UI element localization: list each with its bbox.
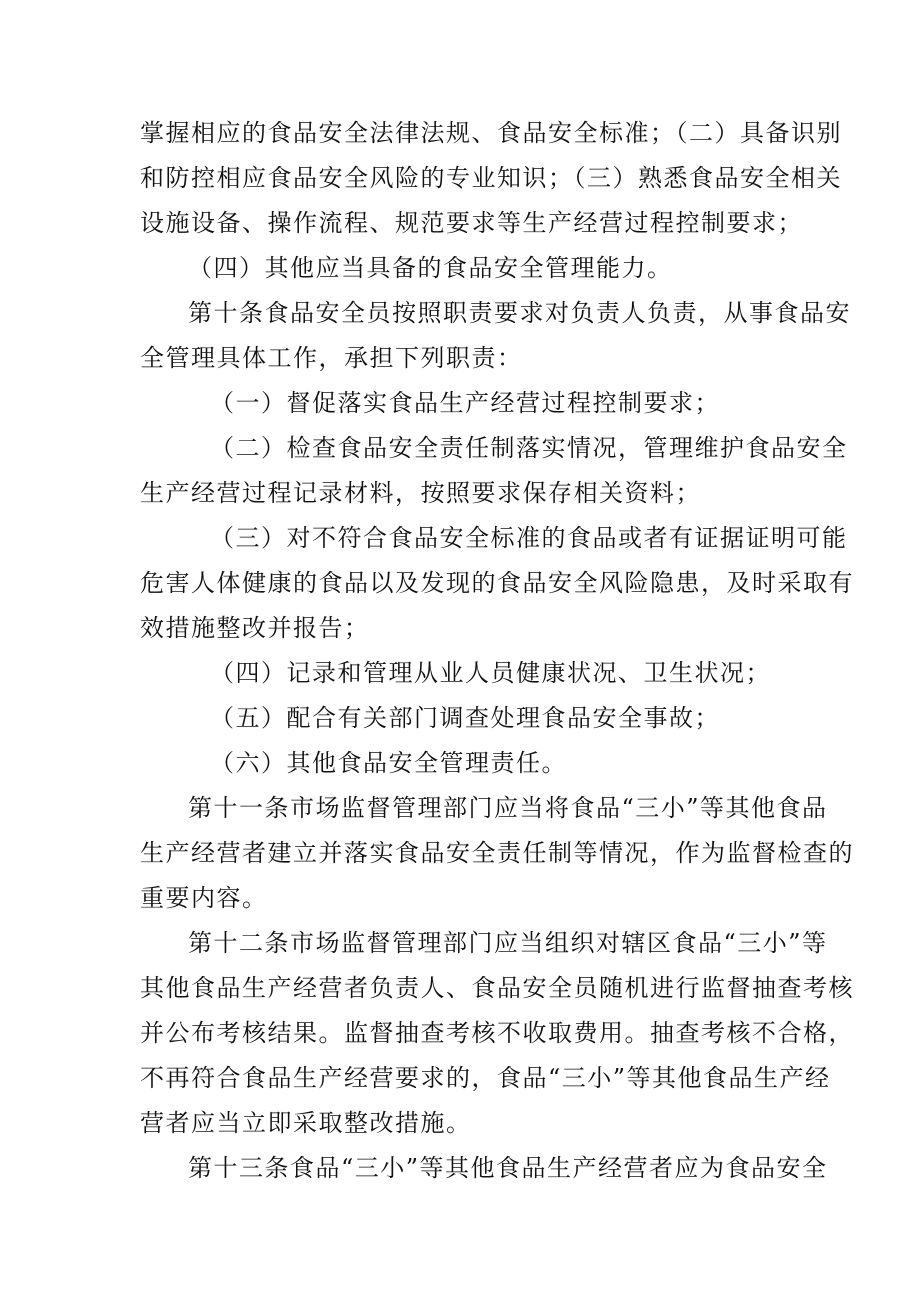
text-line: 第十二条市场监督管理部门应当组织对辖区食品“三小”等 xyxy=(188,929,828,957)
text-line: 第十三条食品“三小”等其他食品生产经营者应为食品安全 xyxy=(188,1154,828,1182)
text-line: 并公布考核结果。监督抽查考核不收取费用。抽查考核不合格， xyxy=(140,1019,854,1047)
text-line: 其他食品生产经营者负责人、食品安全员随机进行监督抽查考核 xyxy=(140,974,854,1002)
text-line: 营者应当立即采取整改措施。 xyxy=(140,1109,472,1137)
text-line: （四）记录和管理从业人员健康状况、卫生状况； xyxy=(210,659,771,687)
text-line: 生产经营过程记录材料，按照要求保存相关资料； xyxy=(140,479,701,507)
text-line: 生产经营者建立并落实食品安全责任制等情况，作为监督检查的 xyxy=(140,839,854,867)
text-line: 不再符合食品生产经营要求的，食品“三小”等其他食品生产经 xyxy=(140,1064,831,1092)
text-line: 掌握相应的食品安全法律法规、食品安全标准；（二）具备识别 xyxy=(140,119,842,147)
text-line: （六）其他食品安全管理责任。 xyxy=(210,749,567,777)
text-line: 第十一条市场监督管理部门应当将食品“三小”等其他食品 xyxy=(188,794,828,822)
text-line: （一）督促落实食品生产经营过程控制要求； xyxy=(210,389,720,417)
text-line: 危害人体健康的食品以及发现的食品安全风险隐患，及时采取有 xyxy=(140,569,854,597)
text-line: （四）其他应当具备的食品安全管理能力。 xyxy=(188,254,673,282)
text-line: （三）对不符合食品安全标准的食品或者有证据证明可能 xyxy=(210,524,848,552)
text-line: 第十条食品安全员按照职责要求对负责人负责，从事食品安 xyxy=(188,299,851,327)
text-line: 重要内容。 xyxy=(140,884,268,912)
text-line: 效措施整改并报告； xyxy=(140,614,370,642)
text-line: 设施设备、操作流程、规范要求等生产经营过程控制要求； xyxy=(140,209,803,237)
text-line: 全管理具体工作，承担下列职责： xyxy=(140,344,523,372)
text-line: 和防控相应食品安全风险的专业知识；（三）熟悉食品安全相关 xyxy=(140,164,842,192)
text-line: （二）检查食品安全责任制落实情况，管理维护食品安全 xyxy=(210,434,848,462)
text-line: （五）配合有关部门调查处理食品安全事故； xyxy=(210,704,720,732)
